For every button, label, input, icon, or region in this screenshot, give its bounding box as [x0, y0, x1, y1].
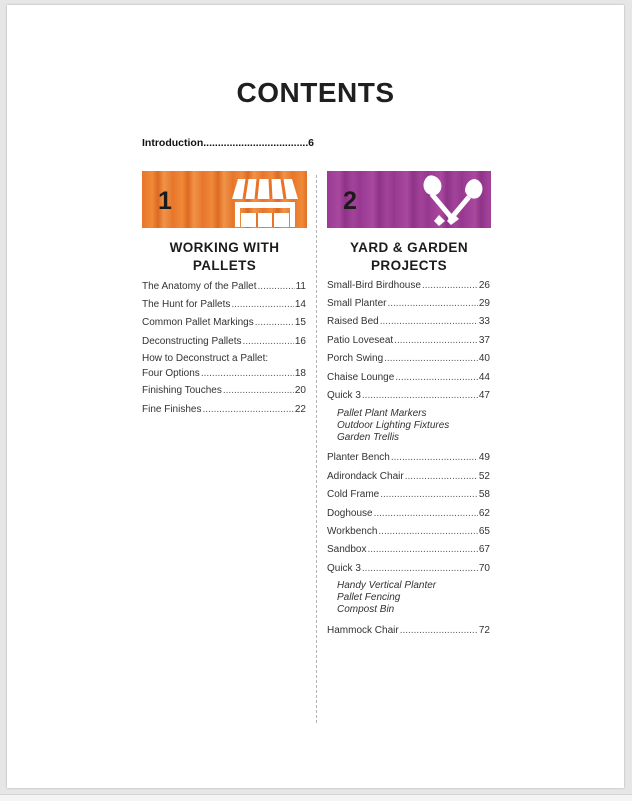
toc-entry[interactable] [327, 541, 490, 559]
toc-entry-label: Sandbox [327, 544, 367, 556]
toc-entry-label: Doghouse [327, 507, 373, 519]
leader-dots [422, 280, 478, 291]
toc-subentry[interactable]: Handy Vertical Planter [337, 580, 437, 592]
toc-entry-label: Fine Finishes [142, 403, 202, 415]
leader-dots [362, 390, 478, 401]
leader-dots [243, 336, 294, 347]
leader-dots [231, 299, 294, 310]
toc-entry-label: Planter Bench [327, 452, 390, 464]
crossed-shovels-icon [417, 173, 487, 227]
toc-entry-page: 67 [478, 544, 490, 556]
section-heading-line: WORKING WITH [169, 240, 280, 255]
market-stall-icon [228, 177, 302, 227]
toc-entry-page: 18 [294, 368, 306, 380]
column-divider [316, 175, 317, 723]
toc-entry-page: 70 [478, 562, 490, 574]
section-2-toc [327, 276, 490, 640]
toc-entry-label: Quick 3 [327, 562, 361, 574]
toc-subentry[interactable]: Outdoor Lighting Fixtures [337, 419, 450, 431]
toc-entry[interactable] [142, 314, 306, 332]
toc-entry-label: Hammock Chair [327, 625, 399, 637]
toc-entry-label: Chaise Lounge [327, 371, 395, 383]
section-2-banner [327, 171, 491, 228]
quick-3-subentries [327, 580, 490, 616]
toc-entry[interactable] [327, 449, 490, 467]
toc-entry-page: 49 [478, 452, 490, 464]
toc-entry-label: Four Options [142, 368, 200, 380]
section-heading-line: PROJECTS [371, 258, 447, 273]
leader-dots [378, 526, 477, 537]
leader-dots [394, 335, 478, 346]
toc-entry[interactable] [327, 331, 490, 349]
leader-dots [380, 316, 478, 327]
toc-entry-page: 72 [478, 625, 490, 637]
leader-dots [201, 368, 294, 379]
toc-entry[interactable] [327, 276, 490, 294]
toc-entry-label: The Anatomy of the Pallet [142, 280, 257, 292]
toc-entry-label: How to Deconstruct a Pallet: [142, 352, 269, 364]
leader-dots [367, 544, 477, 555]
toc-entry[interactable] [142, 295, 306, 313]
document-page [7, 5, 624, 788]
toc-entry-page: 40 [478, 353, 490, 365]
toc-entry-introduction[interactable] [142, 137, 314, 149]
toc-entry[interactable] [327, 294, 490, 312]
toc-entry[interactable] [142, 277, 306, 295]
toc-entry[interactable] [327, 467, 490, 485]
toc-subentry[interactable]: Pallet Plant Markers [337, 407, 427, 419]
leader-dots [405, 471, 478, 482]
leader-dots [202, 404, 293, 415]
quick-3-subentries [327, 408, 490, 444]
toc-entry[interactable] [142, 400, 306, 418]
toc-entry[interactable] [327, 559, 490, 577]
toc-entry-label: Small-Bird Birdhouse [327, 279, 421, 291]
toc-entry-page: 15 [294, 317, 306, 329]
leader-dots [395, 372, 478, 383]
section-heading-line: PALLETS [192, 258, 257, 273]
toc-entry[interactable] [327, 386, 490, 404]
toc-entry-label: Small Planter [327, 298, 387, 310]
toc-entry-label: Cold Frame [327, 489, 380, 501]
toc-entry[interactable] [327, 350, 490, 368]
leader-dots [203, 137, 308, 149]
toc-entry-label: Finishing Touches [142, 385, 222, 397]
toc-entry-label: Deconstructing Pallets [142, 335, 242, 347]
section-1-toc [142, 277, 306, 418]
toc-entry-page: 22 [294, 403, 306, 415]
leader-dots [362, 563, 478, 574]
section-heading-line: YARD & GARDEN [350, 240, 468, 255]
toc-entry-page: 20 [294, 385, 306, 397]
toc-entry-page: 14 [294, 299, 306, 311]
toc-entry-label: Common Pallet Markings [142, 317, 254, 329]
toc-entry-label: Porch Swing [327, 353, 384, 365]
toc-subentry[interactable]: Compost Bin [337, 604, 395, 616]
page-title: CONTENTS [236, 77, 395, 108]
toc-entry-page: 65 [478, 525, 490, 537]
toc-entry-page: 26 [478, 279, 490, 291]
toc-entry-label: Patio Loveseat [327, 334, 394, 346]
toc-entry-page: 52 [478, 470, 490, 482]
leader-dots [391, 452, 478, 463]
section-number: 1 [158, 187, 172, 215]
toc-entry[interactable] [327, 313, 490, 331]
toc-entry-page: 44 [478, 371, 490, 383]
toc-entry-page: 37 [478, 334, 490, 346]
section-2-heading [327, 239, 491, 275]
leader-dots [380, 489, 478, 500]
toc-entry-page: 33 [478, 316, 490, 328]
toc-entry-page: 47 [478, 390, 490, 402]
section-1-heading [142, 239, 307, 275]
section-1-banner [142, 171, 307, 228]
toc-subentry[interactable]: Pallet Fencing [337, 592, 401, 604]
toc-entry-page: 29 [478, 298, 490, 310]
toc-entry[interactable] [142, 351, 306, 382]
toc-entry-page: 62 [478, 507, 490, 519]
leader-dots [400, 625, 478, 636]
leader-dots [258, 281, 295, 292]
toc-entry-label: The Hunt for Pallets [142, 299, 231, 311]
toc-entry[interactable] [327, 621, 490, 639]
toc-entry-label: Raised Bed [327, 316, 379, 328]
section-number: 2 [343, 187, 357, 215]
toc-entry-page: 11 [295, 280, 306, 292]
toc-entry[interactable] [327, 504, 490, 522]
toc-entry-label: Quick 3 [327, 390, 361, 402]
toc-entry-page: 6 [308, 137, 314, 149]
toc-entry[interactable] [327, 368, 490, 386]
leader-dots [255, 317, 294, 328]
toc-entry[interactable] [327, 522, 490, 540]
toc-entry[interactable] [142, 332, 306, 350]
toc-entry[interactable] [142, 382, 306, 400]
leader-dots [374, 508, 478, 519]
leader-dots [223, 385, 294, 396]
toc-entry-label: Introduction [142, 137, 204, 149]
toc-subentry[interactable]: Garden Trellis [337, 431, 400, 443]
toc-entry[interactable] [327, 486, 490, 504]
toc-entry-page: 58 [478, 489, 490, 501]
toc-entry-page: 16 [294, 335, 306, 347]
toc-entry-label: Workbench [327, 525, 378, 537]
leader-dots [387, 298, 477, 309]
leader-dots [384, 353, 478, 364]
toc-entry-label: Adirondack Chair [327, 470, 404, 482]
